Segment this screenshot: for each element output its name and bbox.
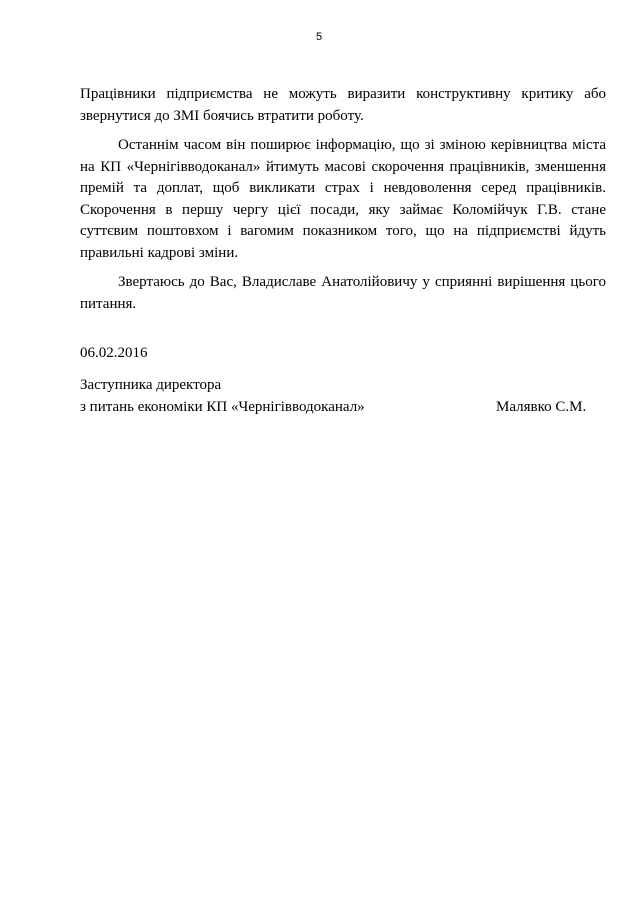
signature-name: Малявко С.М.: [496, 398, 587, 415]
paragraph-1: Працівники підприємства не можуть виразити конструктивну критику або звернутися до ЗМІ боячись втратити роботу.: [80, 86, 606, 124]
letter-date: 06.02.2016: [80, 345, 148, 361]
signature-position-line-2: [80, 397, 606, 419]
letter-body: [80, 84, 606, 323]
signature-position-title: Заступника директора: [80, 377, 222, 393]
signature-position-line-1: [80, 375, 606, 397]
signature-position-department: з питань економіки КП «Чернігівводоканал»: [80, 398, 365, 415]
paragraph-3: Звертаюсь до Вас, Владиславе Анатолійовичу у сприянні вирішення цього питання.: [80, 274, 606, 312]
signature-block: [80, 375, 606, 418]
paragraph-2: Останнім часом він поширює інформацію, що зі зміною керівництва міста на КП «Чернігівводоканал» йтимуть масові скорочення працівників, зменшення премій та доплат, щоб викликати страх і невдоволення серед працівників. Скорочення в першу чергу цієї посади, яку займає Коломійчук Г.В. стане суттєвим поштовхом і вагомим показником того, що на підприємстві йдуть правильні кадрові зміни.: [80, 137, 606, 261]
page-number: 5: [315, 31, 323, 43]
